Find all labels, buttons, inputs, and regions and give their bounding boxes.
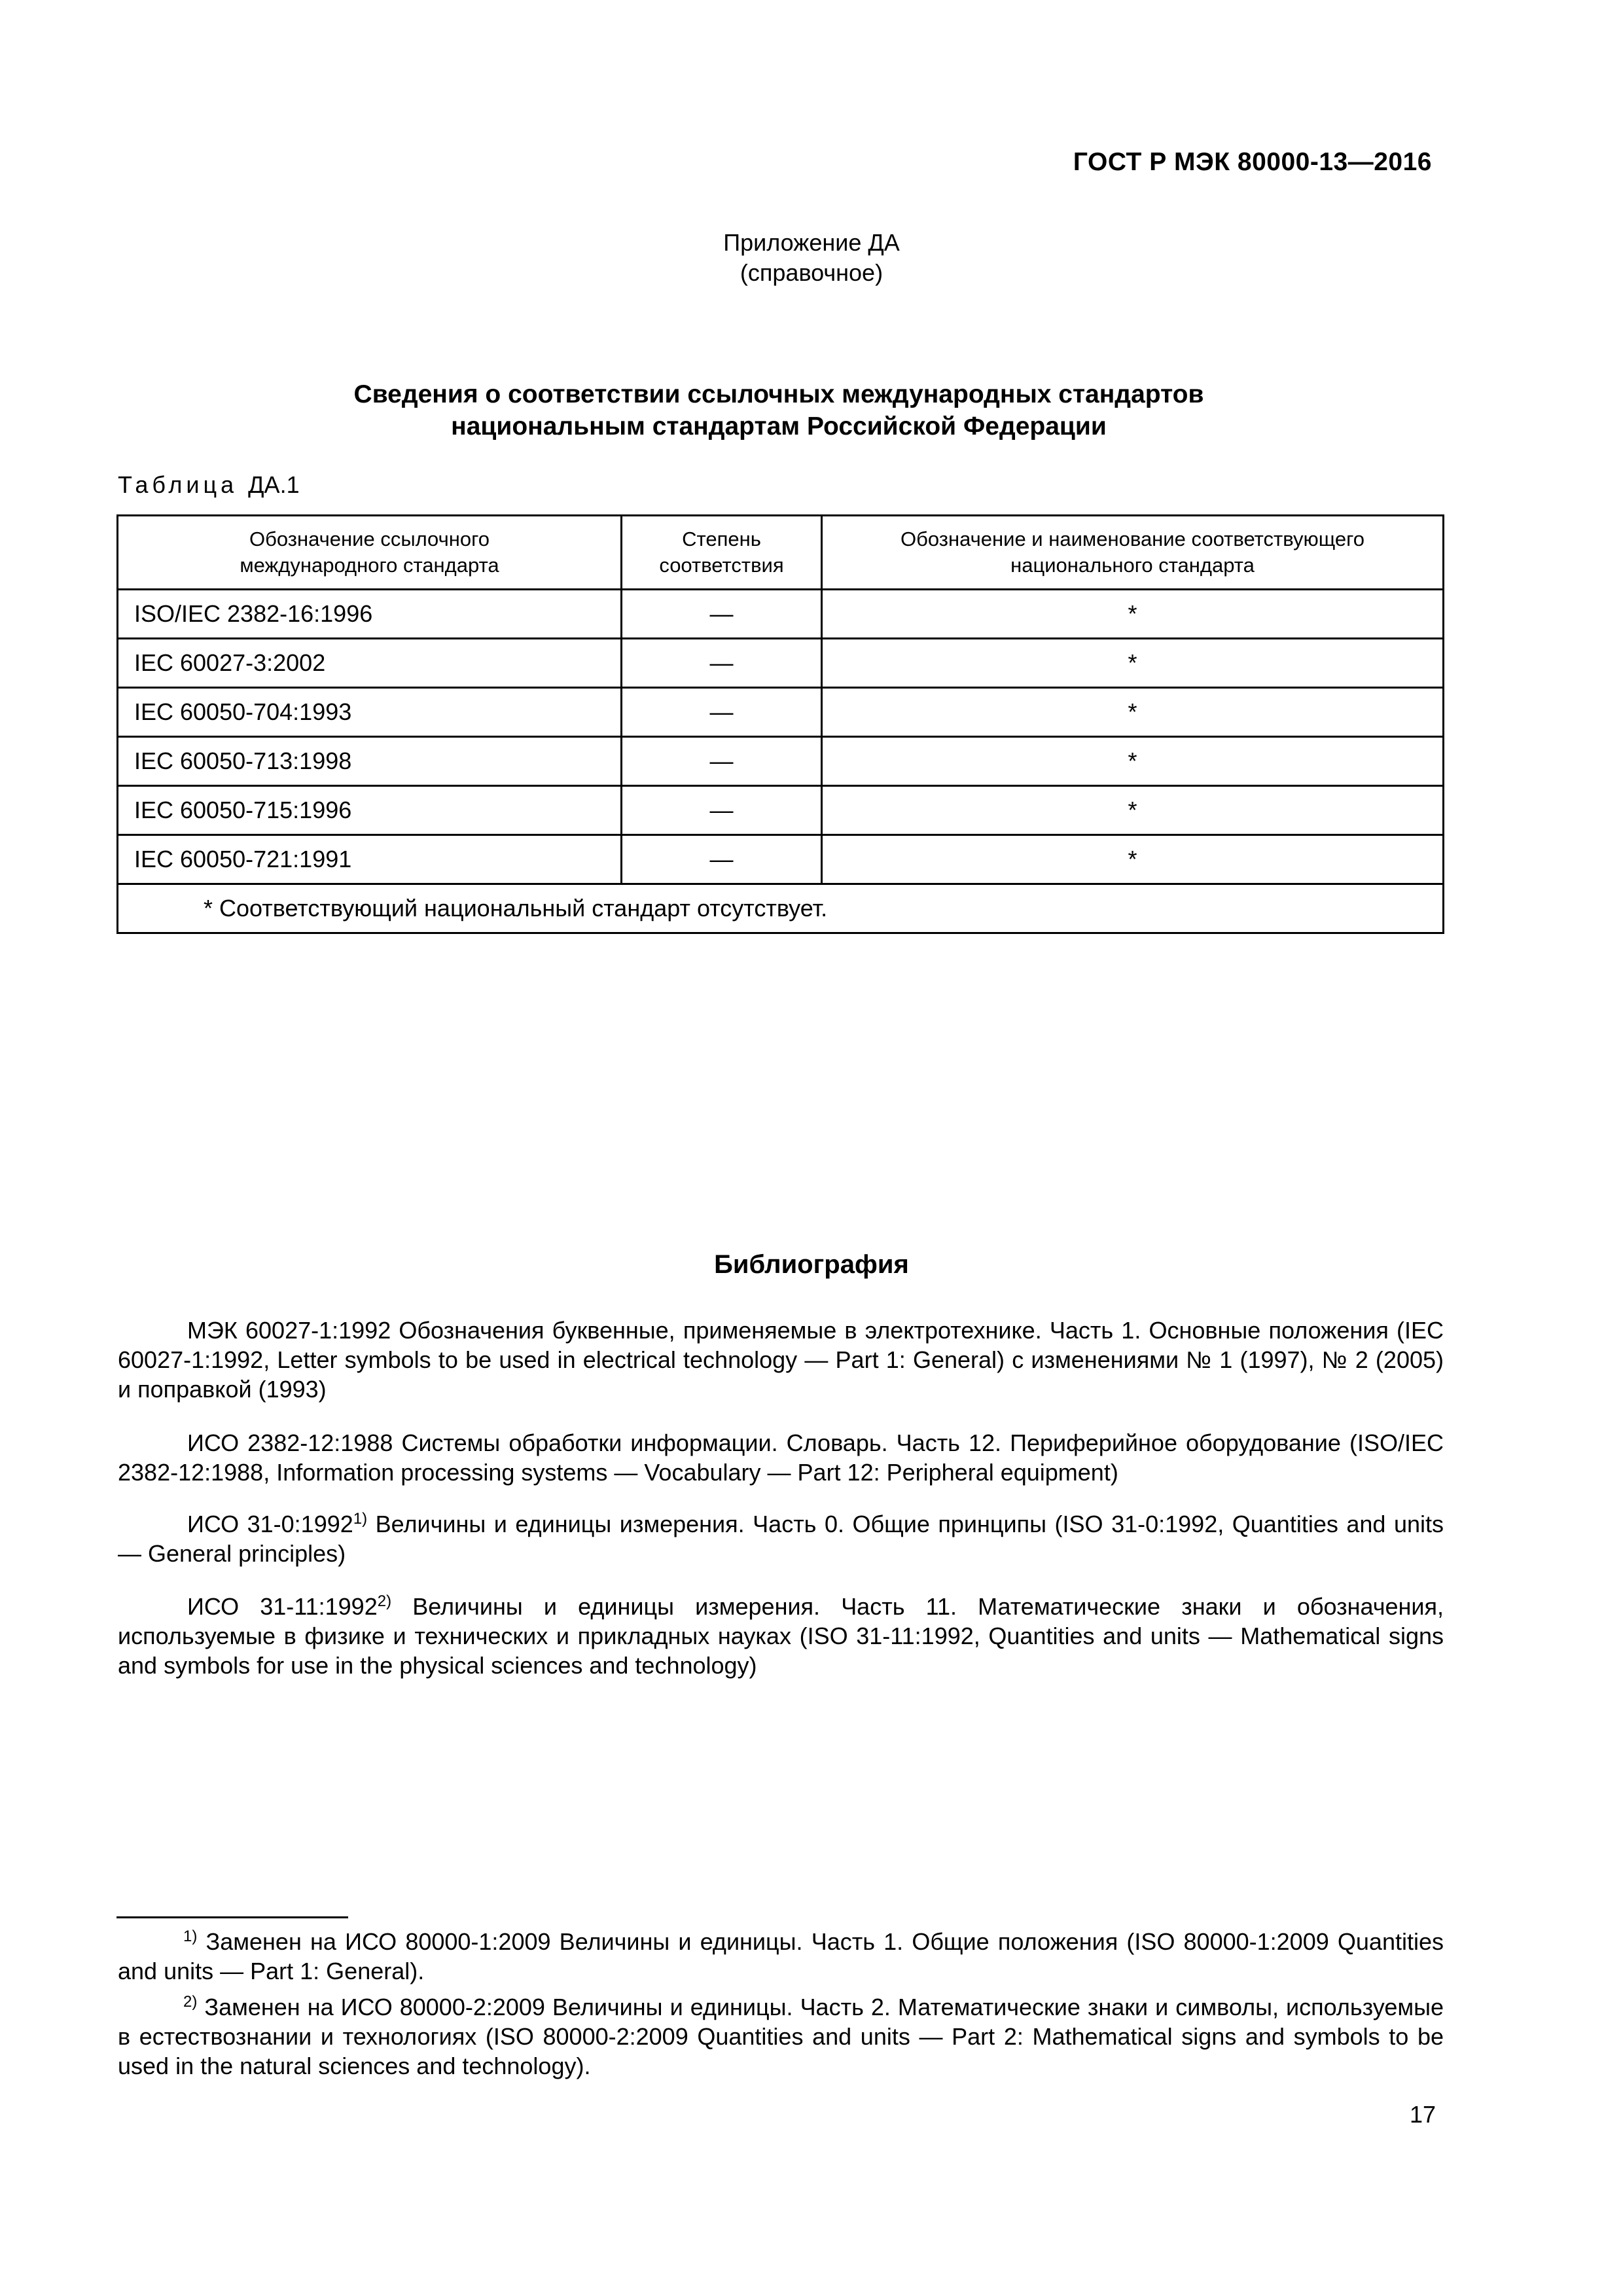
header-ref-standard: Обозначение ссылочного международного стандарта [118,516,622,590]
cell-national-standard: * [822,590,1444,639]
cell-national-standard: * [822,688,1444,737]
table-header-row [118,516,1444,590]
bibliography-entry [118,1592,1444,1680]
cell-standard-code: IEC 60050-713:1998 [118,737,622,786]
footnote-mark: 1) [183,1928,198,1945]
table-row [118,835,1444,884]
cell-standard-code: IEC 60027-3:2002 [118,639,622,688]
table-caption-number: ДА.1 [248,471,300,498]
footnote-mark: 2) [183,1993,198,2011]
cell-standard-code: IEC 60050-704:1993 [118,688,622,737]
cell-degree: — [622,639,822,688]
footnote [118,1992,1444,2081]
cell-standard-code: ISO/IEC 2382-16:1996 [118,590,622,639]
cell-degree: — [622,590,822,639]
table-footer-row [118,884,1444,933]
cell-national-standard: * [822,835,1444,884]
section-title-line1: Сведения о соответствии ссылочных международных стандартов [353,380,1204,408]
header-national: Обозначение и наименование соответствующего национального стандарта [822,516,1444,590]
table-caption-label: Таблица [118,471,238,498]
cell-national-standard: * [822,737,1444,786]
cell-degree: — [622,786,822,835]
appendix-note: (справочное) [740,259,883,286]
table-footer-note: * Соответствующий национальный стандарт отсутствует. [118,884,1444,933]
bibliography-title: Библиография [714,1250,909,1279]
cell-standard-code: IEC 60050-715:1996 [118,786,622,835]
bibliography-entry-code: ИСО 31-11:1992 [187,1593,378,1620]
table-caption [118,471,300,499]
cell-degree: — [622,737,822,786]
bibliography-entry: МЭК 60027-1:1992 Обозначения буквенные, применяемые в электротехнике. Часть 1. Основные положения (IEC 60027-1:1992, Letter symbols to be used in electrical technology — Part 1: General) с изменениями № 1 (1997), № 2 (2005) и поправкой (1993) [118,1317,1444,1403]
cell-degree: — [622,835,822,884]
table-row [118,688,1444,737]
footnote-ref: 1) [353,1510,368,1528]
table-row [118,639,1444,688]
page-number: 17 [1409,2101,1436,2128]
bibliography-entry-text: Величины и единицы измерения. Часть 11. Математические знаки и обозначения, используемые в физике и технических и прикладных науках (ISO 31-11:1992, Quantities and units — Mathematical signs and symbols for use in the physical sciences and technology) [118,1593,1444,1679]
table-row [118,590,1444,639]
table-row [118,737,1444,786]
footnote-divider [116,1916,348,1918]
footnote [118,1927,1444,1986]
appendix-title: Приложение ДА [723,229,900,256]
header-degree: Степень соответствия [622,516,822,590]
cell-national-standard: * [822,639,1444,688]
cell-standard-code: IEC 60050-721:1991 [118,835,622,884]
bibliography-entry-text: Величины и единицы измерения. Часть 0. Общие принципы (ISO 31-0:1992, Quantities and units — General principles) [118,1511,1444,1567]
bibliography-entry-code: ИСО 31-0:1992 [187,1511,353,1537]
footnote-text: Заменен на ИСО 80000-2:2009 Величины и единицы. Часть 2. Математические знаки и символы, используемые в естествознании и технологиях (ISO 80000-2:2009 Quantities and units — Part 2: Mathematical signs and symbols to be used in the natural sciences and technology). [118,1994,1444,2079]
bibliography-entry [118,1509,1444,1568]
cell-degree: — [622,688,822,737]
footnote-text: Заменен на ИСО 80000-1:2009 Величины и единицы. Часть 1. Общие положения (ISO 80000-1:2009 Quantities and units — Part 1: General). [118,1928,1444,1984]
table-row [118,786,1444,835]
bibliography-entry: ИСО 2382-12:1988 Системы обработки информации. Словарь. Часть 12. Периферийное оборудование (ISO/IEC 2382-12:1988, Information processing systems — Vocabulary — Part 12: Peripheral equipment) [118,1429,1444,1486]
section-title-line2: национальным стандартам Российской Федерации [451,412,1107,440]
cell-national-standard: * [822,786,1444,835]
document-code: ГОСТ Р МЭК 80000-13—2016 [1073,148,1432,176]
footnote-ref: 2) [377,1592,392,1610]
correspondence-table [116,514,1444,934]
